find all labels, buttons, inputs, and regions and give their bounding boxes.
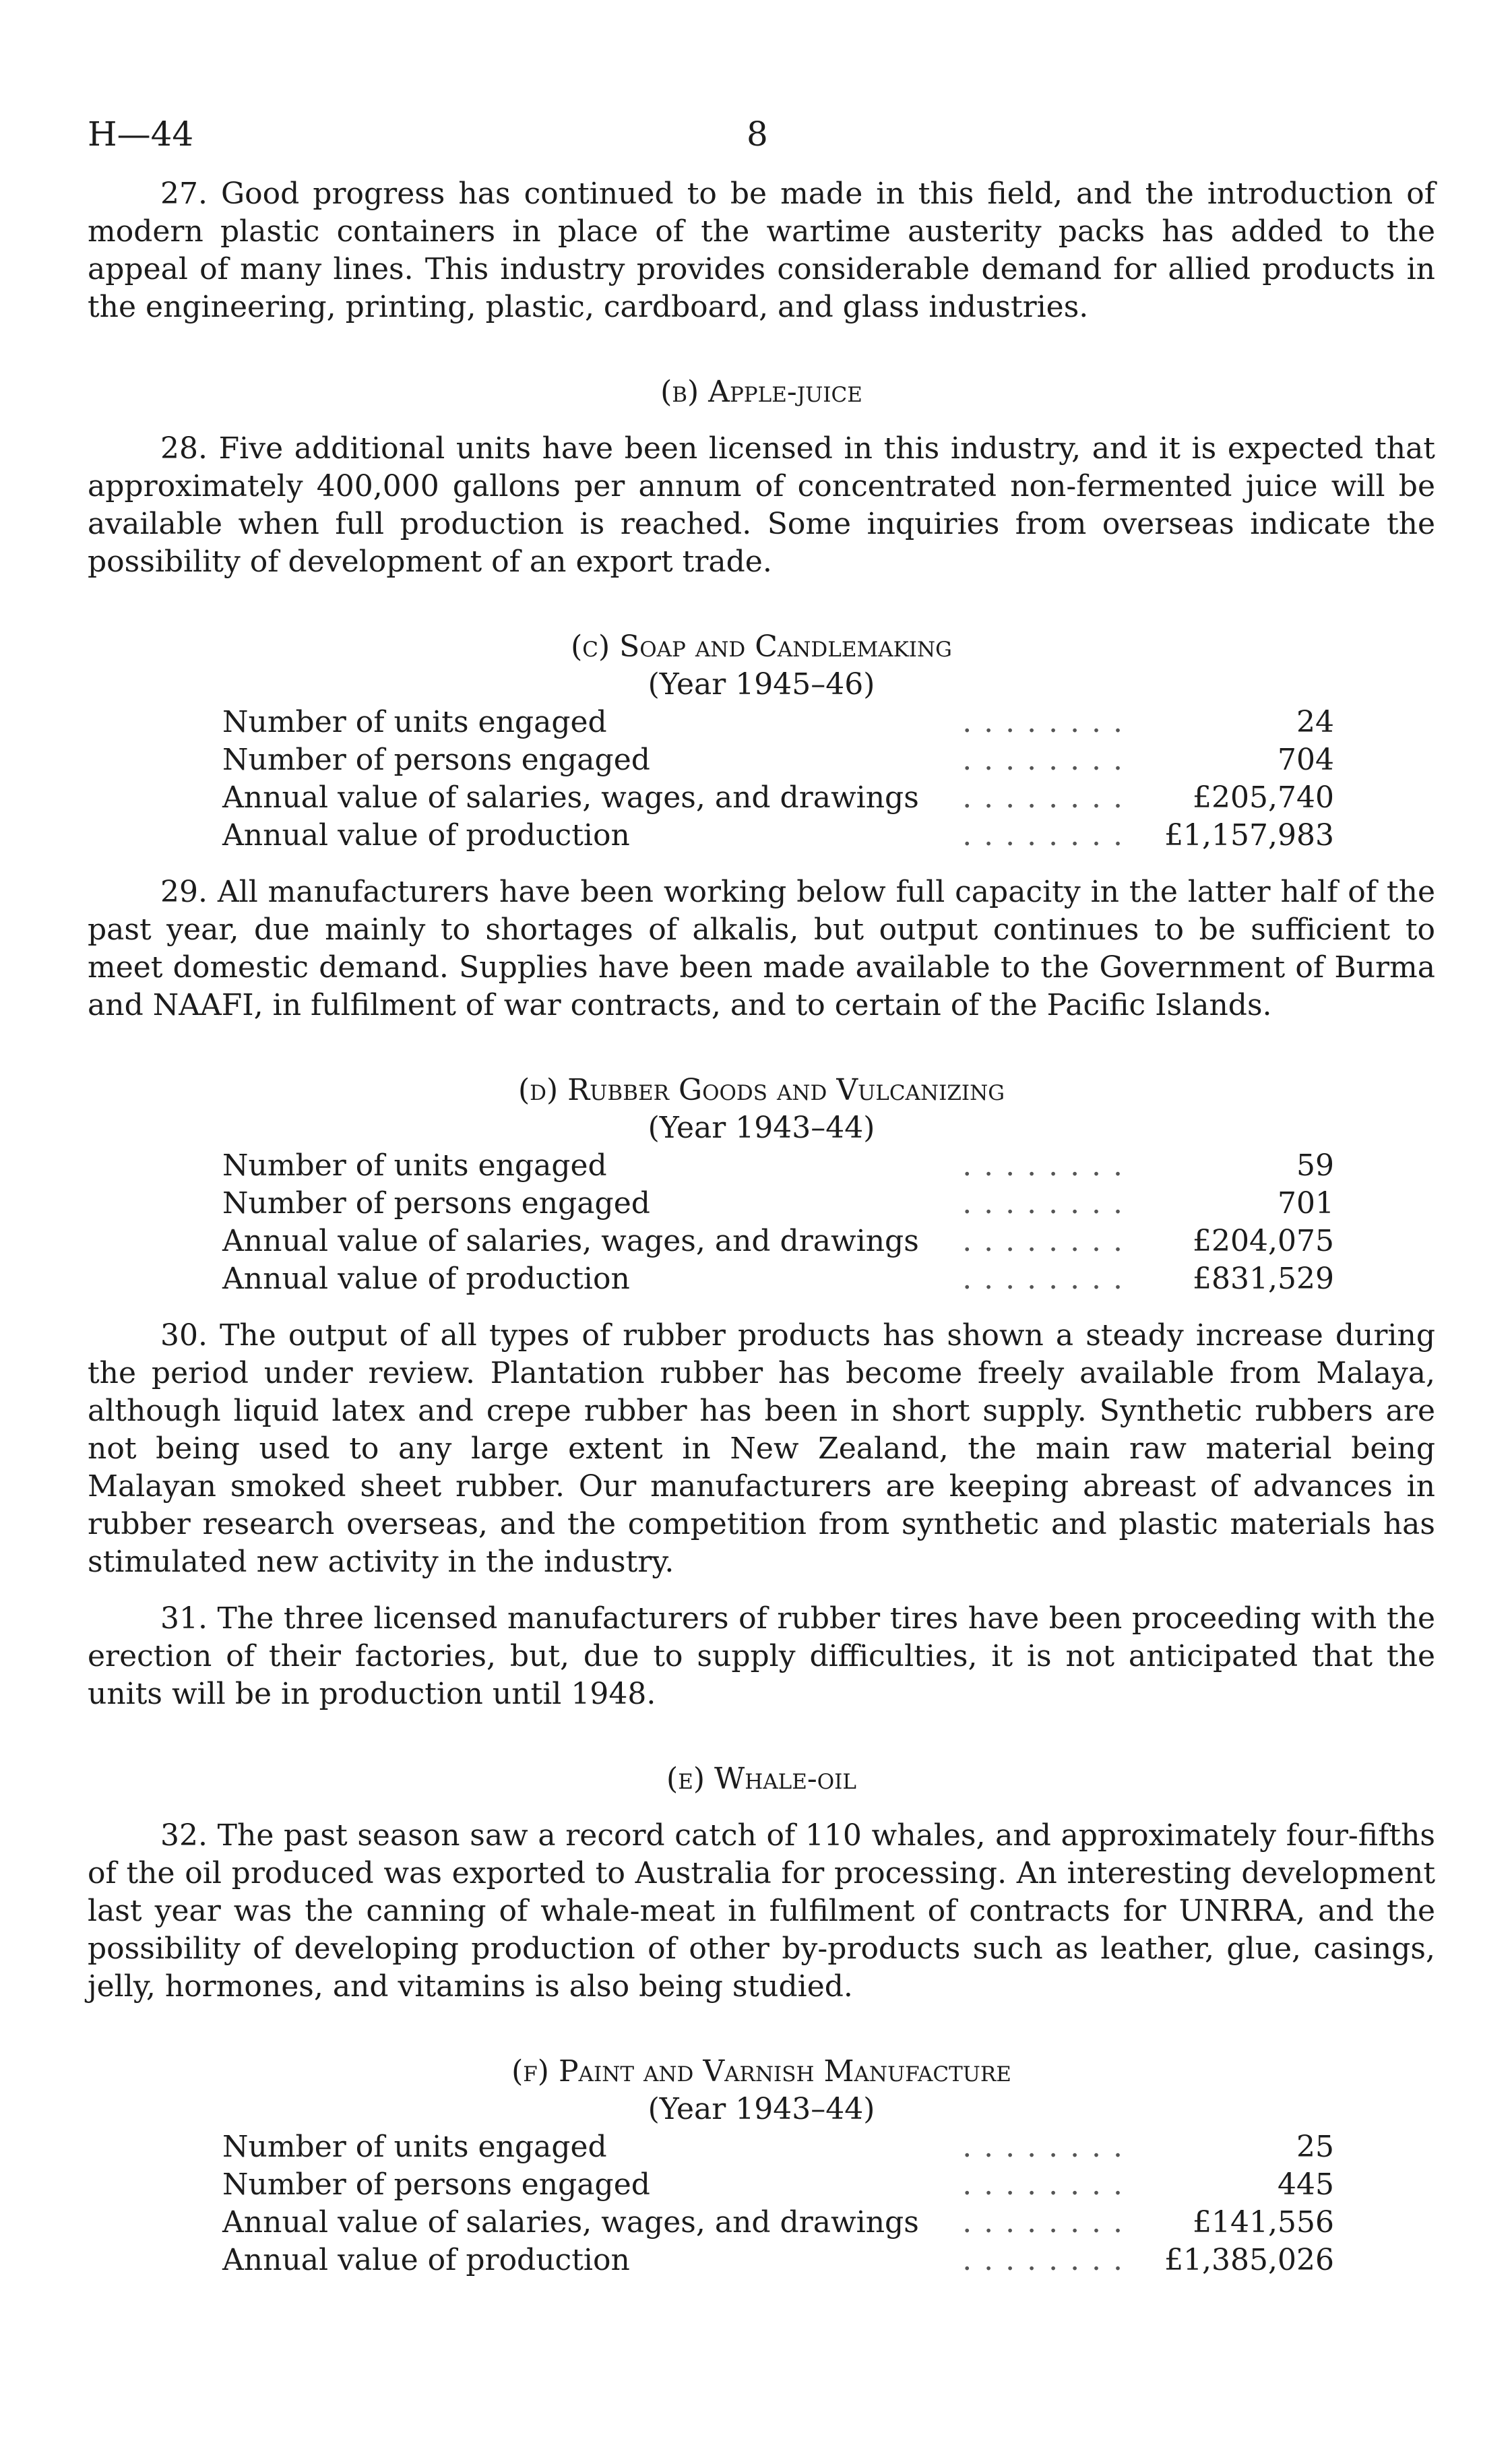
stat-label: Annual value of production [222, 1262, 630, 1296]
stat-row [222, 741, 1334, 779]
stat-label: Number of units engaged [222, 705, 607, 739]
stat-row [222, 1185, 1334, 1223]
stat-leader: . . . . . . . . [962, 1148, 1124, 1183]
paragraph-30: 30. The output of all types of rubber products has shown a steady increase during the period under review. Plantation rubber has become freely available from Malaya, although liquid latex and crepe rubber has been in short supply. Synthetic rubbers are not being used to any large extent in New Zealand, the main raw material being Malayan smoked sheet rubber. Our manufacturers are keeping abreast of advances in rubber research overseas, and the competition from synthetic and plastic materials has stimulated new activity in the industry. [88, 1318, 1435, 1579]
stat-value: £204,075 [1193, 1224, 1334, 1258]
stat-leader: . . . . . . . . [962, 1186, 1124, 1221]
section-heading-apple-juice: (b) Apple-juice [660, 375, 862, 409]
stat-leader: . . . . . . . . [962, 2167, 1124, 2202]
section-year-soap: (Year 1945–46) [648, 667, 875, 702]
paragraph-31: 31. The three licensed manufacturers of rubber tires have been proceeding with the erection of their factories, but, due to supply difficulties, it is not anticipated that the units will be in production until 1948. [88, 1601, 1435, 1711]
stat-value: 24 [1296, 705, 1334, 739]
stat-leader: . . . . . . . . [962, 2243, 1124, 2277]
stat-label: Annual value of production [222, 2243, 630, 2277]
stat-value: 701 [1278, 1186, 1334, 1221]
stat-value: £141,556 [1193, 2205, 1334, 2240]
stat-row [222, 779, 1334, 817]
stat-value: 445 [1278, 2167, 1334, 2202]
section-heading-whale-oil: (e) Whale-oil [666, 1762, 856, 1796]
stat-row [222, 704, 1334, 741]
stat-label: Number of units engaged [222, 2130, 607, 2164]
stat-value: £1,157,983 [1164, 818, 1334, 853]
stat-row [222, 1223, 1334, 1260]
stat-label: Annual value of salaries, wages, and drawings [222, 1224, 919, 1258]
stat-value: 704 [1278, 743, 1334, 777]
stat-row [222, 2128, 1334, 2166]
stat-leader: . . . . . . . . [962, 2205, 1124, 2240]
document-page [88, 115, 1435, 2406]
stats-table-rubber [222, 1147, 1334, 1298]
section-heading-paint: (f) Paint and Varnish Manufacture [511, 2054, 1011, 2089]
stat-label: Number of persons engaged [222, 1186, 650, 1221]
stats-table-soap [222, 704, 1334, 855]
stat-leader: . . . . . . . . [962, 818, 1124, 853]
stat-leader: . . . . . . . . [962, 1224, 1124, 1258]
section-heading-soap: (c) Soap and Candlemaking [571, 629, 952, 664]
document-reference: H—44 [88, 115, 194, 154]
stat-row [222, 2204, 1334, 2242]
stat-row [222, 1260, 1334, 1298]
stat-leader: . . . . . . . . [962, 780, 1124, 815]
stat-label: Annual value of salaries, wages, and drawings [222, 780, 919, 815]
stat-value: £205,740 [1193, 780, 1334, 815]
stat-value: £831,529 [1193, 1262, 1334, 1296]
stat-leader: . . . . . . . . [962, 743, 1124, 777]
page-header [88, 115, 1435, 175]
stat-leader: . . . . . . . . [962, 2130, 1124, 2164]
stat-label: Number of units engaged [222, 1148, 607, 1183]
stat-leader: . . . . . . . . [962, 705, 1124, 739]
stat-label: Number of persons engaged [222, 2167, 650, 2202]
stat-row [222, 1147, 1334, 1185]
paragraph-29: 29. All manufacturers have been working below full capacity in the latter half of the past year, due mainly to shortages of alkalis, but output continues to be sufficient to meet domestic demand. Supplies have been made available to the Government of Burma and NAAFI, in fulfilment of war contracts, and to certain of the Pacific Islands. [88, 875, 1435, 1022]
stat-row [222, 2166, 1334, 2204]
stat-label: Annual value of production [222, 818, 630, 853]
paragraph-28: 28. Five additional units have been licensed in this industry, and it is expected that approximately 400,000 gallons per annum of concentrated non-fermented juice will be available when full production is reached. Some inquiries from overseas indicate the possibility of development of an export trade. [88, 431, 1435, 579]
stat-label: Annual value of salaries, wages, and drawings [222, 2205, 919, 2240]
stat-row [222, 2242, 1334, 2279]
section-year-rubber: (Year 1943–44) [648, 1111, 875, 1145]
stat-value: £1,385,026 [1164, 2243, 1334, 2277]
stat-label: Number of persons engaged [222, 743, 650, 777]
paragraph-32: 32. The past season saw a record catch of 110 whales, and approximately four-fifths of the oil produced was exported to Australia for processing. An interesting development last year was the canning of whale-meat in fulfilment of contracts for UNRRA, and the possibility of developing production of other by-products such as leather, glue, casings, jelly, hormones, and vitamins is also being studied. [88, 1818, 1435, 2004]
stats-table-paint [222, 2128, 1334, 2279]
section-year-paint: (Year 1943–44) [648, 2092, 875, 2126]
stat-value: 25 [1296, 2130, 1334, 2164]
stat-row [222, 817, 1334, 855]
page-number: 8 [747, 115, 768, 154]
stat-leader: . . . . . . . . [962, 1262, 1124, 1296]
section-heading-rubber: (d) Rubber Goods and Vulcanizing [518, 1073, 1005, 1107]
stat-value: 59 [1296, 1148, 1334, 1183]
paragraph-27: 27. Good progress has continued to be made in this field, and the introduction of modern plastic containers in place of the wartime austerity packs has added to the appeal of many lines. This industry provides considerable demand for allied products in the engineering, printing, plastic, cardboard, and glass industries. [88, 177, 1435, 324]
